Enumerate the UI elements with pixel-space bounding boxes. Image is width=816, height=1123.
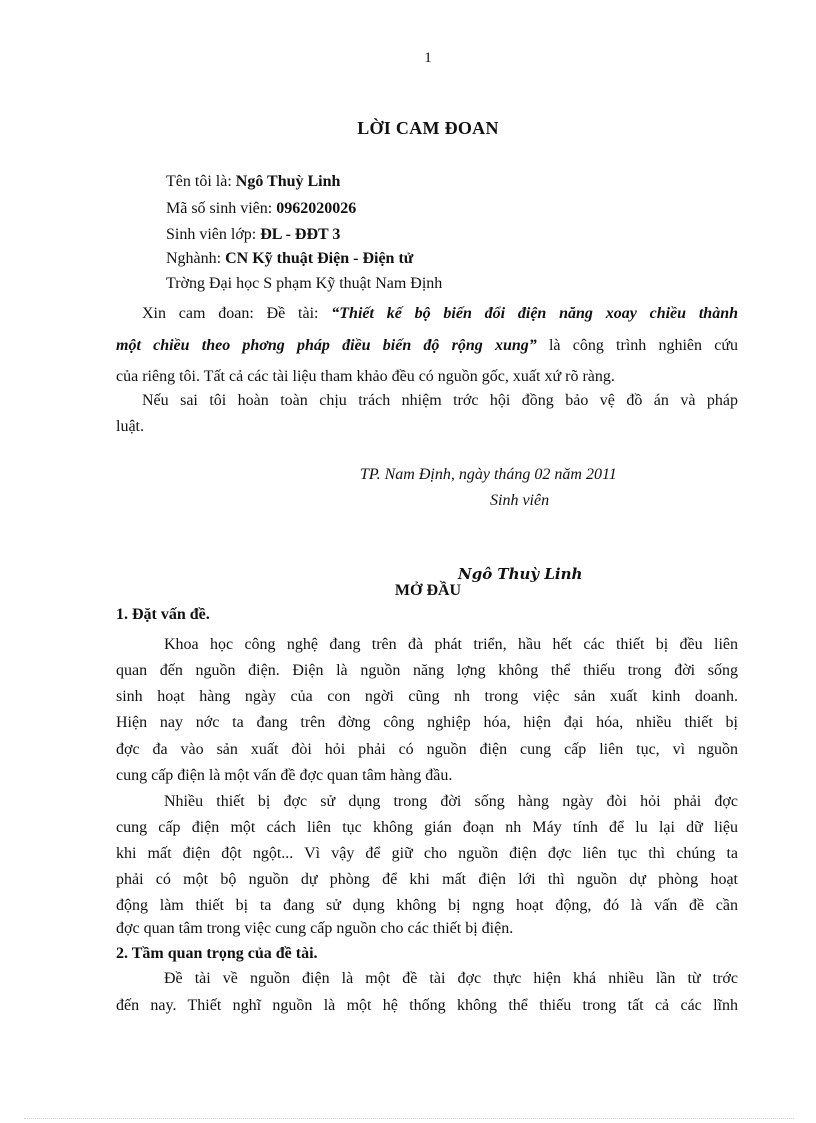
declaration-line-3: của riêng tôi. Tất cả các tài liệu tham khảo đều có nguồn gốc, xuất xứ rõ ràng. [116,368,615,385]
section-1-line: quan đến nguồn điện. Điện là nguồn năng lợng không thể thiếu trong đời sống [116,662,738,679]
section-1-line: động làm thiết bị ta đang sử dụng không bị ngng hoạt động, đó là vấn đề cần [116,897,738,914]
place-date: TP. Nam Định, ngày tháng 02 năm 2011 [360,466,617,483]
section-2-line: đến nay. Thiết nghĩ nguồn là một hệ thống không thể thiếu trong tất cả các lĩnh [116,997,738,1014]
page-number: 1 [424,50,432,66]
section-1-heading: 1. Đặt vấn đề. [116,606,210,623]
declaration-line-5: luật. [116,418,144,435]
thesis-title-part-2: một chiều theo phơng pháp điều biến độ rộng xung” [116,337,537,354]
declaration-title: LỜI CAM ĐOAN [357,118,499,138]
school-line: Trờng Đại học S phạm Kỹ thuật Nam Định [166,275,443,292]
page-bottom-divider [24,1118,794,1119]
thesis-title-part-1: “Thiết kế bộ biến đổi điện năng xoay chiều thành [331,305,738,322]
section-1-line: cung cấp điện là một vấn đề đợc quan tâm hàng đầu. [116,767,453,784]
name-label: Tên tôi là: [166,173,236,190]
declaration-prefix: Xin cam đoan: Đề tài: [142,305,332,322]
id-label: Mã số sinh viên: [166,200,277,217]
class-label: Sinh viên lớp: [166,226,261,243]
declaration-line-2 [116,337,738,355]
section-1-line: đợc đa vào sản xuất đòi hỏi phải có nguồn điện cung cấp liên tục, vì nguồn [116,741,738,758]
signature-name: Ngô Thuỳ Linh [458,565,583,583]
section-2-heading: 2. Tầm quan trọng của đề tài. [116,945,318,962]
class-value: ĐL - ĐĐT 3 [260,226,341,243]
signature-role: Sinh viên [490,492,550,509]
section-2-line: Đề tài về nguồn điện là một đề tài đợc thực hiện khá nhiều lần từ trớc [164,970,738,987]
student-name-line [166,173,340,191]
major-value: CN Kỹ thuật Điện - Điện tử [225,250,414,267]
section-1-line: cung cấp điện một cách liên tục không gián đoạn nh Máy tính để lu lại dữ liệu [116,819,738,836]
section-1-line: Hiện nay nớc ta đang trên đờng công nghiệp hóa, hiện đại hóa, nhiều thiết bị [116,714,738,731]
student-id-line [166,200,356,218]
intro-title: MỞ ĐẦU [394,582,462,599]
class-line [166,226,340,244]
student-name: Ngô Thuỳ Linh [235,173,341,190]
section-1-line: Khoa học công nghệ đang trên đà phát triển, hầu hết các thiết bị đều liên [164,636,738,653]
section-1-line: phải có một bộ nguồn dự phòng để khi mất điện lới thì nguồn dự phòng hoạt [116,871,738,888]
major-line [166,250,413,268]
declaration-line-1 [116,305,738,323]
section-1-line: sinh hoạt hàng ngày của con ngời cũng nh trong việc sản xuất kinh doanh. [116,688,738,705]
section-1-line: khi mất điện đột ngột... Vì vậy để giữ cho nguồn điện đợc liên tục thì chúng ta [116,845,738,862]
student-id: 0962020026 [276,200,357,217]
section-1-line: Nhiều thiết bị đợc sử dụng trong đời sống hàng ngày đòi hỏi phải đợc [164,793,738,810]
declaration-suffix: là công trình nghiên cứu [536,337,739,354]
declaration-line-4: Nếu sai tôi hoàn toàn chịu trách nhiệm trớc hội đồng bảo vệ đồ án và pháp [142,392,738,409]
section-1-line: đợc quan tâm trong việc cung cấp nguồn cho các thiết bị điện. [116,920,514,937]
major-label: Nghành: [166,250,226,267]
